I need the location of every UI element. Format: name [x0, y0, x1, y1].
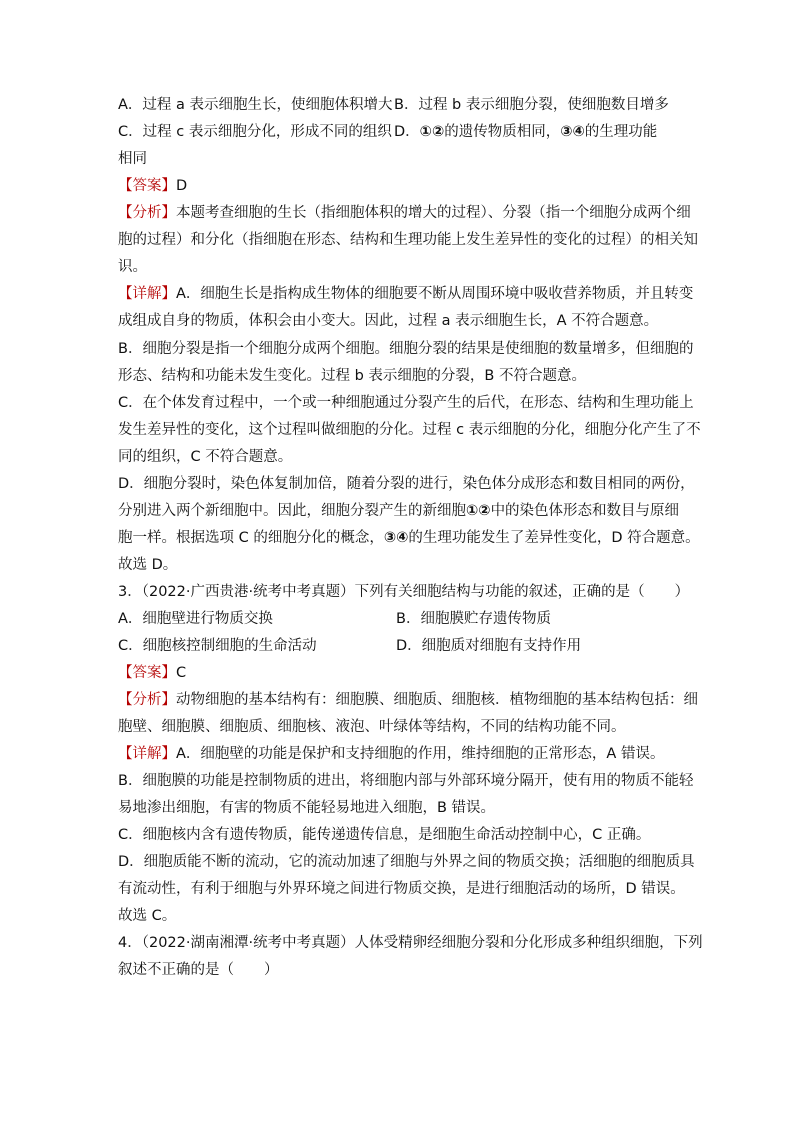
q3-detail-d-line2: 有流动性，有利于细胞与外界环境之间进行物质交换，是进行细胞活动的场所，D 错误。 [118, 881, 685, 897]
analysis-tag: 【分析】 [118, 205, 176, 221]
q4-stem-line1: 4．（2022·湖南湘潭·统考中考真题）人体受精卵经细胞分裂和分化形成多种组织细胞，下列 [118, 935, 703, 951]
q3-answer: 【答案】C [118, 665, 187, 681]
q2-option-a: A．过程 a 表示细胞生长，使细胞体积增大 [118, 97, 393, 113]
answer-tag: 【答案】 [118, 178, 176, 194]
q3-detail-a: 【详解】A．细胞壁的功能是保护和支持细胞的作用，维持细胞的正常形态，A 错误。 [118, 746, 665, 762]
q2-analysis-line3: 识。 [118, 259, 147, 275]
q3-option-d: D．细胞质对细胞有支持作用 [396, 638, 582, 654]
analysis-tag: 【分析】 [118, 692, 176, 708]
detail-tag: 【详解】 [118, 286, 176, 302]
q2-option-c: C．过程 c 表示细胞分化，形成不同的组织 [118, 124, 392, 140]
q3-detail-c: C．细胞核内含有遗传物质，能传递遗传信息，是细胞生命活动控制中心，C 正确。 [118, 827, 651, 843]
q3-option-c: C．细胞核控制细胞的生命活动 [118, 638, 317, 654]
q4-stem-line2: 叙述不正确的是（ ） [118, 962, 279, 978]
q2-detail-b-line2: 形态、结构和功能未发生变化。过程 b 表示细胞的分裂，B 不符合题意。 [118, 368, 586, 384]
q2-choose: 故选 D。 [118, 557, 178, 573]
q3-option-b: B．细胞膜贮存遗传物质 [396, 611, 551, 627]
q2-option-d: D．①②的遗传物质相同，③④的生理功能 [394, 124, 658, 140]
q3-detail-b-line1: B．细胞膜的功能是控制物质的进出，将细胞内部与外部环境分隔开，使有用的物质不能轻 [118, 773, 694, 789]
q2-detail-c-line2: 发生差异性的变化，这个过程叫做细胞的分化。过程 c 表示细胞的分化，细胞分化产生了不 [118, 422, 701, 438]
q2-detail-d-line3: 胞一样。根据选项 C 的细胞分化的概念，③④的生理功能发生了差异性变化，D 符合题意。 [118, 530, 700, 546]
q3-detail-d-line1: D．细胞质能不断的流动，它的流动加速了细胞与外界之间的物质交换；活细胞的细胞质具 [118, 854, 695, 870]
q3-option-a: A．细胞壁进行物质交换 [118, 611, 273, 627]
q3-analysis-line1: 【分析】动物细胞的基本结构有：细胞膜、细胞质、细胞核．植物细胞的基本结构包括：细 [118, 692, 698, 708]
detail-tag: 【详解】 [118, 746, 176, 762]
q2-answer: 【答案】D [118, 178, 188, 194]
q3-choose: 故选 C。 [118, 908, 177, 924]
q3-analysis-line2: 胞壁、细胞膜、细胞质、细胞核、液泡、叶绿体等结构，不同的结构功能不同。 [118, 719, 626, 735]
q2-detail-c-line1: C．在个体发育过程中，一个或一种细胞通过分裂产生的后代，在形态、结构和生理功能上 [118, 395, 694, 411]
q2-detail-a-line1: 【详解】A．细胞生长是指构成生物体的细胞要不断从周围环境中吸收营养物质，并且转变 [118, 286, 694, 302]
q2-detail-a-line2: 成组成自身的物质，体积会由小变大。因此，过程 a 表示细胞生长，A 不符合题意。 [118, 313, 659, 329]
q3-stem: 3．（2022·广西贵港·统考中考真题）下列有关细胞结构与功能的叙述，正确的是（ ） [118, 584, 690, 600]
q3-detail-b-line2: 易地渗出细胞，有害的物质不能轻易地进入细胞，B 错误。 [118, 800, 496, 816]
q2-detail-c-line3: 同的组织，C 不符合题意。 [118, 449, 293, 465]
q2-detail-b-line1: B．细胞分裂是指一个细胞分成两个细胞。细胞分裂的结果是使细胞的数量增多，但细胞的 [118, 341, 694, 357]
q2-option-b: B．过程 b 表示细胞分裂，使细胞数目增多 [394, 97, 669, 113]
q2-detail-d-line2: 分别进入两个新细胞中。因此，细胞分裂产生的新细胞①②中的染色体形态和数目与原细 [118, 503, 680, 519]
q2-analysis-line1: 【分析】本题考查细胞的生长（指细胞体积的增大的过程）、分裂（指一个细胞分成两个细 [118, 205, 691, 221]
q2-detail-d-line1: D．细胞分裂时，染色体复制加倍，随着分裂的进行，染色体分成形态和数目相同的两份， [118, 476, 695, 492]
q2-option-d-cont: 相同 [118, 151, 147, 167]
answer-tag: 【答案】 [118, 665, 176, 681]
q2-analysis-line2: 胞的过程）和分化（指细胞在形态、结构和生理功能上发生差异性的变化的过程）的相关知 [118, 232, 698, 248]
